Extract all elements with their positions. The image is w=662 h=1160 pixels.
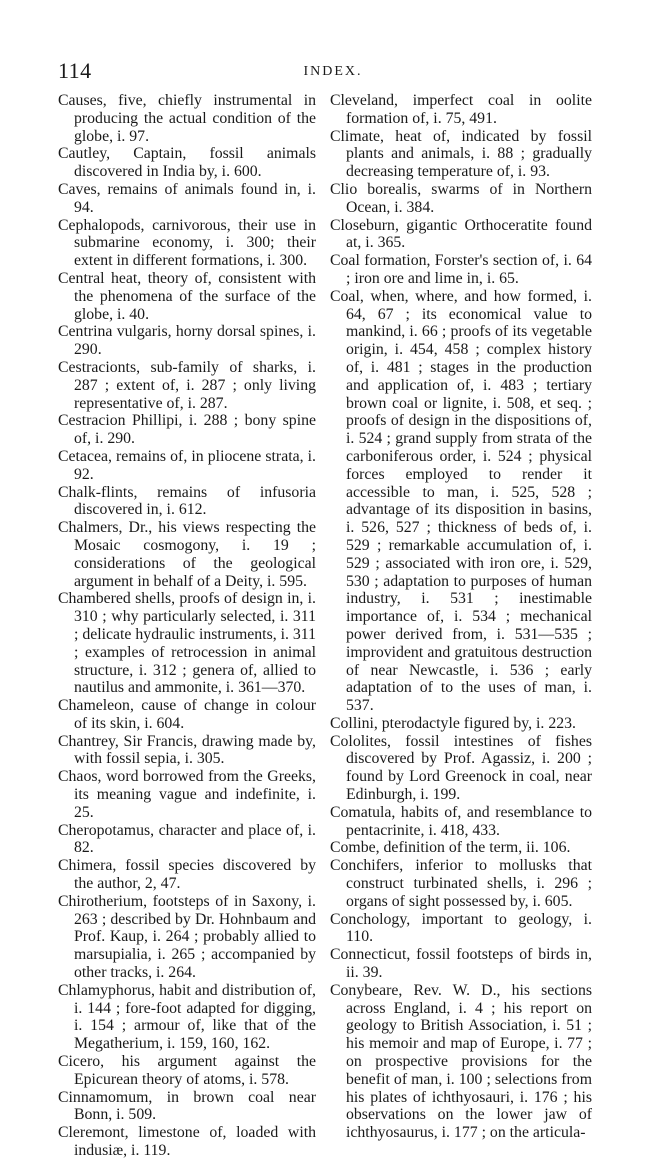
index-column-left: [58, 92, 316, 1160]
index-entry: Chalmers, Dr., his views respecting the Mosaic cosmogony, i. 19 ; considerations of the geological argument in behalf of a Deity, i. 595.: [58, 519, 316, 590]
index-entry: Centrina vulgaris, horny dorsal spines, i. 290.: [58, 323, 316, 359]
index-entry: Caves, remains of animals found in, i. 94.: [58, 180, 316, 216]
index-entry: Cleveland, imperfect coal in oolite formation of, i. 75, 491.: [330, 92, 592, 127]
index-entry: Causes, five, chiefly instrumental in producing the actual condition of the globe, i. 97.: [58, 92, 316, 145]
index-entry: Cephalopods, carnivorous, their use in submarine economy, i. 300; their extent in different formations, i. 300.: [58, 216, 316, 270]
index-entry: Climate, heat of, indicated by fossil plants and animals, i. 88 ; gradually decreasing temperature of, i. 93.: [330, 127, 592, 181]
index-entry: Central heat, theory of, consistent with the phenomena of the surface of the globe, i. 40.: [58, 269, 316, 323]
page-number: 114: [58, 58, 92, 83]
index-entry: Conchifers, inferior to mollusks that construct turbinated shells, i. 296 ; organs of sight possessed by, i. 605.: [330, 857, 592, 910]
index-entry: Cautley, Captain, fossil animals discovered in India by, i. 600.: [58, 145, 316, 181]
index-entry: Closeburn, gigantic Orthoceratite found at, i. 365.: [330, 216, 592, 252]
index-entry: Collini, pterodactyle figured by, i. 223.: [330, 714, 576, 732]
index-column-right: [330, 92, 592, 1142]
index-entry: Chaos, word borrowed from the Greeks, its meaning vague and indefinite, i. 25.: [58, 768, 316, 821]
index-entry: Comatula, habits of, and resemblance to pentacrinite, i. 418, 433.: [330, 803, 592, 839]
index-entry: Cheropotamus, character and place of, i. 82.: [58, 821, 316, 857]
index-entry: Cicero, his argument against the Epicurean theory of atoms, i. 578.: [58, 1053, 316, 1088]
index-entry: Conchology, important to geology, i. 110.: [330, 910, 592, 946]
index-entry: Cleremont, limestone of, loaded with indusiæ, i. 119.: [58, 1124, 316, 1160]
index-entry: Clio borealis, swarms of in Northern Ocean, i. 384.: [330, 180, 592, 216]
index-entry: Combe, definition of the term, ii. 106.: [330, 839, 571, 857]
index-entry: Connecticut, fossil footsteps of birds in, ii. 39.: [330, 946, 592, 982]
index-entry: Conybeare, Rev. W. D., his sections across England, i. 4 ; his report on geology to British Association, i. 51 ; his memoir and map of Europe, i. 77 ; on prospective provisions for the benefit of man, i. 100 ; selections from his plates of ichthyosauri, i. 176 ; his observations on the lower jaw of ichthyosaurus, i. 177 ; on the articula-: [330, 981, 592, 1142]
page-header: [58, 58, 608, 88]
running-head: INDEX.: [303, 64, 363, 79]
index-entry: Cololites, fossil intestines of fishes discovered by Prof. Agassiz, i. 200 ; found by Lord Greenock in coal, near Edinburgh, i. 199.: [330, 732, 592, 804]
index-entry: Cestracionts, sub-family of sharks, i. 287 ; extent of, i. 287 ; only living representative of, i. 287.: [58, 358, 316, 412]
index-entry: Cetacea, remains of, in pliocene strata, i. 92.: [58, 447, 316, 483]
index-entry: Chambered shells, proofs of design in, i. 310 ; why particularly selected, i. 311 ; delicate hydraulic instruments, i. 311 ; examples of retrocession in animal structure, i. 312 ; genera of, allied to nautilus and ammonite, i. 361—370.: [58, 590, 317, 697]
index-entry: Chirotherium, footsteps of in Saxony, i. 263 ; described by Dr. Hohnbaum and Prof. Kaup, i. 264 ; probably allied to marsupialia, i. 265 ; accompanied by other tracks, i. 264.: [58, 892, 316, 982]
index-entry: Chimera, fossil species discovered by the author, 2, 47.: [58, 857, 316, 893]
index-entry: Chalk-flints, remains of infusoria discovered in, i. 612.: [58, 483, 316, 519]
index-entry: Coal, when, where, and how formed, i. 64, 67 ; its economical value to mankind, i. 66 ; proofs of its vegetable origin, i. 454, 458 ; complex history of, i. 481 ; stages in the production and application of, i. 483 ; tertiary brown coal or lignite, i. 508, et seq. ; proofs of design in the dispositions of, i. 524 ; grand supply from strata of the carboniferous order, i. 524 ; physical forces employed to render it accessible to man, i. 525, 528 ; advantage of its disposition in basins, i. 526, 527 ; thickness of beds of, i. 529 ; remarkable accumulation of, i. 529 ; associated with iron ore, i. 529, 530 ; adaptation to purposes of human industry, i. 531 ; inestimable importance of, i. 534 ; mechanical power derived from, i. 531—535 ; improvident and gratuitous destruction of near Newcastle, i. 536 ; early adaptation of to the uses of man, i. 537.: [330, 287, 592, 715]
index-entry: Cestracion Phillipi, i. 288 ; bony spine of, i. 290.: [58, 412, 316, 448]
index-entry: Chlamyphorus, habit and distribution of, i. 144 ; fore-foot adapted for digging, i. 154 ; armour of, like that of the Megatherium, i. 159, 160, 162.: [58, 981, 316, 1053]
index-entry: Chameleon, cause of change in colour of its skin, i. 604.: [58, 697, 316, 732]
index-entry: Cinnamomum, in brown coal near Bonn, i. 509.: [58, 1088, 316, 1124]
index-entry: Chantrey, Sir Francis, drawing made by, with fossil sepia, i. 305.: [58, 732, 316, 768]
index-entry: Coal formation, Forster's section of, i. 64 ; iron ore and lime in, i. 65.: [330, 252, 592, 287]
